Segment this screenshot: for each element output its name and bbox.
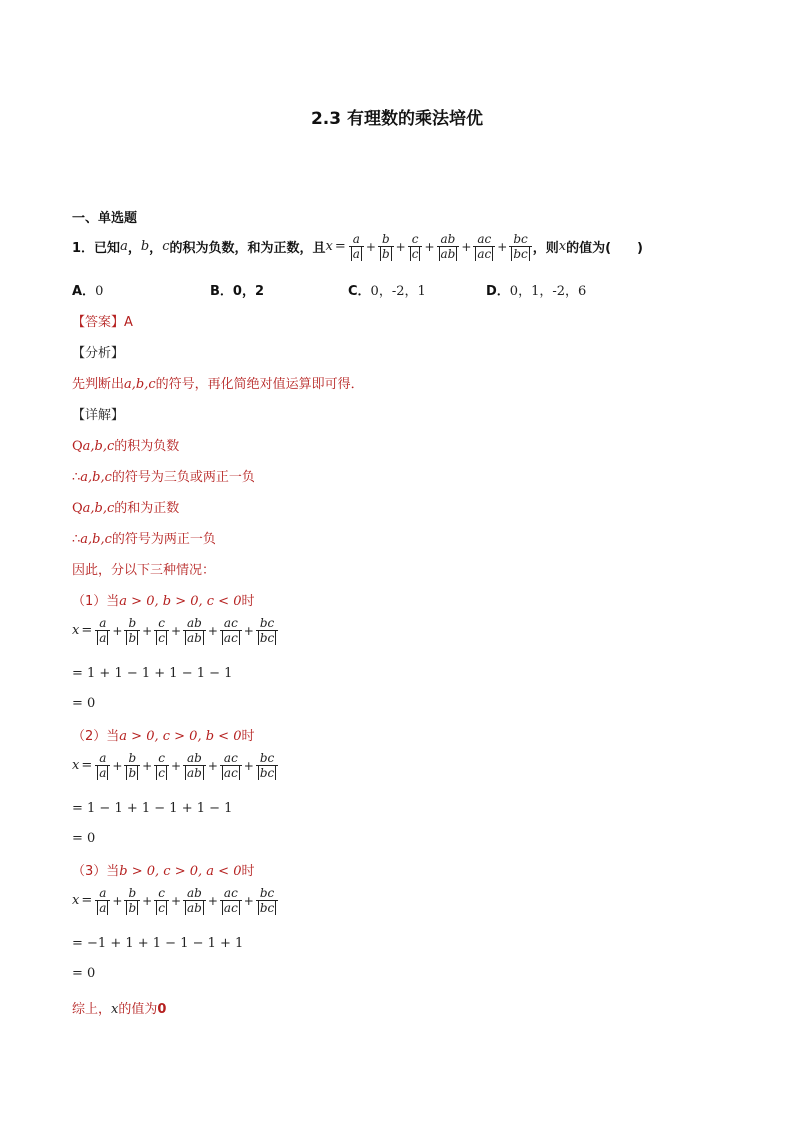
case-when: 当 <box>106 594 120 609</box>
fraction <box>408 232 423 261</box>
case-heading-1 <box>72 590 254 609</box>
case-label: （1） <box>72 594 107 609</box>
fraction-expression <box>348 232 533 261</box>
step-text: 的积为负数 <box>114 439 180 454</box>
fraction-numerator: a <box>99 886 107 900</box>
absolute-value: a <box>99 766 107 780</box>
var-x: x <box>72 893 80 908</box>
case-when: 当 <box>106 864 120 879</box>
var-c: c <box>162 239 170 254</box>
absolute-value: c <box>411 247 419 261</box>
question-text-4: 的值为( ) <box>566 241 643 256</box>
option-label: B． <box>210 284 233 299</box>
case-when: 当 <box>106 729 120 744</box>
option-value: 0，1，-2，6 <box>509 284 587 299</box>
fraction <box>95 751 110 780</box>
case-expression-1 <box>72 616 279 645</box>
fraction <box>473 232 495 261</box>
fraction-denominator <box>124 900 140 915</box>
analysis-vars: a,b,c <box>124 377 156 392</box>
var-b: b <box>140 239 150 254</box>
absolute-value: b <box>381 247 390 261</box>
fraction-numerator: ac <box>223 616 238 630</box>
absolute-value: c <box>158 766 165 780</box>
absolute-value: a <box>99 631 107 645</box>
plus-sign: + <box>170 623 182 638</box>
because-symbol: Q <box>72 439 83 454</box>
absolute-value: ac <box>223 631 238 645</box>
case-condition: a > 0, b > 0, c < 0 <box>119 594 242 609</box>
fraction-denominator <box>256 900 278 915</box>
case-sum-1: = 1 + 1 − 1 + 1 − 1 − 1 <box>72 666 233 681</box>
conclusion-prefix: 综上， <box>72 1002 112 1017</box>
option-d[interactable] <box>486 280 586 299</box>
fraction-denominator <box>124 765 140 780</box>
plus-sign: + <box>365 239 376 254</box>
detail-label: 【详解】 <box>72 408 125 423</box>
question-text-2: 的积为负数，和为正数，且 <box>169 241 326 256</box>
fraction-denominator <box>220 765 242 780</box>
fraction-denominator <box>183 630 206 645</box>
step-text: 的和为正数 <box>114 501 180 516</box>
equals-sign: = <box>81 623 93 638</box>
fraction <box>437 232 460 261</box>
plus-sign: + <box>142 623 153 638</box>
plus-sign: + <box>112 893 123 908</box>
fraction <box>154 616 169 645</box>
plus-sign: + <box>207 758 218 773</box>
section-heading: 一、单选题 <box>72 211 138 226</box>
fraction <box>183 751 206 780</box>
step-vars: a,b,c <box>80 532 112 547</box>
case-condition: b > 0, c > 0, a < 0 <box>119 864 242 879</box>
absolute-value: c <box>158 901 165 915</box>
option-label: A． <box>72 284 96 299</box>
case-sum-3: = −1 + 1 + 1 − 1 − 1 + 1 <box>72 936 244 951</box>
fraction-denominator <box>183 900 206 915</box>
absolute-value: ab <box>440 247 456 261</box>
plus-sign: + <box>243 623 254 638</box>
var-a: a <box>120 239 128 254</box>
conclusion-value: 0 <box>157 1002 167 1017</box>
plus-sign: + <box>142 893 153 908</box>
fraction-expression <box>94 751 279 780</box>
fraction <box>183 616 206 645</box>
fraction <box>220 616 242 645</box>
fraction-expression <box>94 886 279 915</box>
option-c[interactable] <box>348 280 426 299</box>
equals-sign: = <box>81 758 93 773</box>
fraction <box>124 616 140 645</box>
fraction-denominator <box>183 765 206 780</box>
fraction-denominator <box>349 246 364 261</box>
option-label: D． <box>486 284 510 299</box>
step-vars: a,b,c <box>82 439 115 454</box>
option-label: C． <box>348 284 371 299</box>
step-line <box>72 528 216 547</box>
fraction-denominator <box>378 246 394 261</box>
option-value: 0，-2，1 <box>370 284 426 299</box>
fraction-denominator <box>95 900 110 915</box>
fraction-denominator <box>256 630 278 645</box>
fraction-numerator: ab <box>187 751 202 765</box>
fraction <box>509 232 531 261</box>
plus-sign: + <box>461 239 472 254</box>
equals-sign: = <box>334 239 346 254</box>
option-value: 0 <box>95 284 104 299</box>
fraction-numerator: ab <box>187 616 202 630</box>
page-title: 2.3 有理数的乘法培优 <box>310 109 484 129</box>
therefore-symbol: ∴ <box>72 532 81 547</box>
fraction-numerator: ac <box>477 232 492 246</box>
case-result-3: = 0 <box>72 966 96 981</box>
fraction <box>220 751 242 780</box>
answer-line <box>72 311 133 330</box>
fraction <box>95 886 110 915</box>
step-vars: a,b,c <box>82 501 115 516</box>
case-label: （3） <box>72 864 107 879</box>
fraction-numerator: c <box>158 751 165 765</box>
plus-sign: + <box>395 239 406 254</box>
separator: ， <box>127 241 141 256</box>
question-number: 1． <box>72 241 95 256</box>
plus-sign: + <box>170 758 182 773</box>
fraction-numerator: a <box>352 232 360 246</box>
absolute-value: bc <box>259 766 275 780</box>
fraction-numerator: b <box>128 616 137 630</box>
question-text-3: ，则 <box>532 241 559 256</box>
step-line <box>72 435 179 454</box>
fraction-denominator <box>154 900 169 915</box>
case-expression-3 <box>72 886 279 915</box>
answer-value: A <box>124 315 133 330</box>
fraction-denominator <box>154 630 169 645</box>
analysis-prefix: 先判断出 <box>72 377 125 392</box>
plus-sign: + <box>207 893 218 908</box>
fraction-denominator <box>256 765 278 780</box>
fraction-numerator: bc <box>259 616 275 630</box>
absolute-value: ab <box>187 766 202 780</box>
option-value: 0，2 <box>232 284 265 299</box>
conclusion-line <box>72 998 166 1017</box>
fraction <box>256 751 278 780</box>
absolute-value: ac <box>477 247 492 261</box>
therefore-text: 因此，分以下三种情况： <box>72 563 216 578</box>
fraction-denominator <box>95 630 110 645</box>
fraction-numerator: c <box>158 886 165 900</box>
fraction-denominator <box>124 630 140 645</box>
plus-sign: + <box>112 623 123 638</box>
separator: ， <box>149 241 163 256</box>
plus-sign: + <box>207 623 218 638</box>
plus-sign: + <box>112 758 123 773</box>
case-time: 时 <box>241 864 255 879</box>
absolute-value: ab <box>187 631 202 645</box>
question-text-1: 已知 <box>94 241 121 256</box>
fraction-numerator: a <box>99 616 107 630</box>
absolute-value: bc <box>259 631 275 645</box>
fraction-denominator <box>408 246 423 261</box>
analysis-label: 【分析】 <box>72 346 125 361</box>
fraction <box>183 886 206 915</box>
question-line <box>72 232 643 261</box>
fraction-numerator: c <box>411 232 419 246</box>
fraction-numerator: a <box>99 751 107 765</box>
case-condition: a > 0, c > 0, b < 0 <box>119 729 242 744</box>
fraction-numerator: ac <box>223 886 238 900</box>
fraction-numerator: ac <box>223 751 238 765</box>
fraction-denominator <box>154 765 169 780</box>
fraction-denominator <box>220 630 242 645</box>
var-x: x <box>72 758 80 773</box>
fraction-numerator: bc <box>259 751 275 765</box>
fraction-expression <box>94 616 279 645</box>
step-line <box>72 497 179 516</box>
var-x: x <box>325 239 333 254</box>
step-text: 的符号为三负或两正一负 <box>111 470 255 485</box>
case-label: （2） <box>72 729 107 744</box>
absolute-value: bc <box>513 247 528 261</box>
fraction-numerator: bc <box>513 232 528 246</box>
fraction <box>124 751 140 780</box>
absolute-value: a <box>99 901 107 915</box>
absolute-value: b <box>128 631 137 645</box>
fraction-numerator: b <box>128 886 137 900</box>
absolute-value: ab <box>187 901 202 915</box>
fraction <box>220 886 242 915</box>
step-text: 的符号为两正一负 <box>111 532 216 547</box>
answer-label: 【答案】 <box>72 315 125 330</box>
fraction <box>378 232 394 261</box>
fraction-denominator <box>95 765 110 780</box>
var-x: x <box>111 1002 119 1017</box>
fraction-denominator <box>509 246 531 261</box>
fraction-numerator: ab <box>187 886 202 900</box>
case-expression-2 <box>72 751 279 780</box>
case-time: 时 <box>241 594 255 609</box>
fraction <box>154 751 169 780</box>
fraction-numerator: bc <box>259 886 275 900</box>
therefore-symbol: ∴ <box>72 470 81 485</box>
absolute-value: bc <box>259 901 275 915</box>
plus-sign: + <box>497 239 508 254</box>
because-symbol: Q <box>72 501 83 516</box>
case-sum-2: = 1 − 1 + 1 − 1 + 1 − 1 <box>72 801 233 816</box>
absolute-value: ac <box>223 766 238 780</box>
conclusion-mid: 的值为 <box>118 1002 158 1017</box>
fraction-numerator: ab <box>440 232 456 246</box>
option-b[interactable] <box>210 280 264 299</box>
equals-sign: = <box>81 893 93 908</box>
fraction-denominator <box>437 246 460 261</box>
absolute-value: a <box>352 247 360 261</box>
absolute-value: b <box>128 901 137 915</box>
step-line <box>72 466 255 485</box>
case-time: 时 <box>241 729 255 744</box>
fraction-numerator: b <box>381 232 390 246</box>
case-result-2: = 0 <box>72 831 96 846</box>
step-vars: a,b,c <box>80 470 112 485</box>
fraction <box>256 616 278 645</box>
absolute-value: c <box>158 631 165 645</box>
analysis-suffix: 的符号，再化简绝对值运算即可得． <box>155 377 364 392</box>
fraction-numerator: c <box>158 616 165 630</box>
case-heading-2 <box>72 725 254 744</box>
absolute-value: b <box>128 766 137 780</box>
fraction <box>349 232 364 261</box>
plus-sign: + <box>243 758 254 773</box>
plus-sign: + <box>424 239 435 254</box>
fraction <box>95 616 110 645</box>
fraction <box>154 886 169 915</box>
plus-sign: + <box>170 893 182 908</box>
option-a[interactable] <box>72 280 103 299</box>
case-heading-3 <box>72 860 254 879</box>
case-result-1: = 0 <box>72 696 96 711</box>
absolute-value: ac <box>223 901 238 915</box>
plus-sign: + <box>243 893 254 908</box>
analysis-text <box>72 373 364 392</box>
fraction <box>124 886 140 915</box>
fraction <box>256 886 278 915</box>
fraction-denominator <box>220 900 242 915</box>
var-x: x <box>72 623 80 638</box>
fraction-numerator: b <box>128 751 137 765</box>
var-x: x <box>558 239 567 254</box>
fraction-denominator <box>473 246 495 261</box>
plus-sign: + <box>142 758 153 773</box>
